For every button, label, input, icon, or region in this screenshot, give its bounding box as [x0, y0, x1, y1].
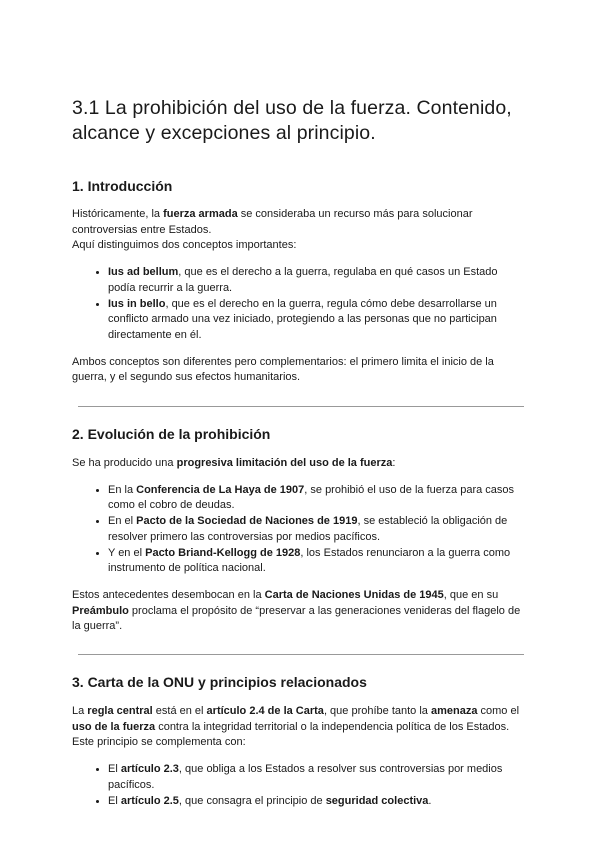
section-2-list [72, 483, 528, 577]
document-body [72, 96, 528, 809]
section-3-paragraph-1: La regla central está en el artículo 2.4 de la Carta, que prohíbe tanto la amenaza como el uso de la fuerza contra la integridad territorial o la independencia política de los Estados. Este principio se complementa con: [72, 705, 520, 749]
list-item: • Ius ad bellum, que es el derecho a la guerra, regulaba en qué casos un Estado podía recurrir a la guerra. [108, 265, 528, 296]
divider [78, 654, 524, 655]
list-item: • El artículo 2.5, que consagra el principio de seguridad colectiva. [108, 794, 528, 810]
section-1-paragraph-3: Ambos conceptos son diferentes pero complementarios: el primero limita el inicio de la guerra, y el segundo sus efectos humanitarios. [72, 355, 494, 384]
list-item: • En la Conferencia de La Haya de 1907, se prohibió el uso de la fuerza para casos como el cobro de deudas. [108, 483, 528, 514]
section-1-list [72, 265, 528, 344]
page-title: 3.1 La prohibición del uso de la fuerza. Contenido, alcance y excepciones al principio. [72, 97, 512, 144]
section-1-paragraph-1: Históricamente, la fuerza armada se consideraba un recurso más para solucionar controversias entre Estados. [72, 208, 473, 236]
section-2-paragraph-1: Se ha producido una progresiva limitación del uso de la fuerza: [72, 457, 396, 470]
divider [78, 406, 524, 407]
list-item: • En el Pacto de la Sociedad de Naciones de 1919, se estableció la obligación de resolver primero las controversias por medios pacíficos. [108, 514, 528, 545]
section-1-heading: 1. Introducción [72, 178, 173, 194]
section-2-heading: 2. Evolución de la prohibición [72, 426, 271, 443]
section-1-paragraph-2: Aquí distinguimos dos conceptos importantes: [72, 239, 297, 252]
section-2-paragraph-2: Estos antecedentes desembocan en la Carta de Naciones Unidas de 1945, que en su Preámbulo proclama el propósito de “preservar a las generaciones venideras del flagelo de la guerra”. [72, 588, 521, 633]
list-item: • El artículo 2.3, que obliga a los Estados a resolver sus controversias por medios pacíficos. [108, 762, 528, 793]
section-3-list [72, 762, 528, 809]
list-item: • Y en el Pacto Briand-Kellogg de 1928, los Estados renunciaron a la guerra como instrumento de política nacional. [108, 546, 528, 577]
list-item: • Ius in bello, que es el derecho en la guerra, regula cómo debe desarrollarse un conflicto armado una vez iniciado, protegiendo a las personas que no participan directamente en él. [108, 297, 528, 344]
section-3-heading: 3. Carta de la ONU y principios relacionados [72, 674, 367, 691]
